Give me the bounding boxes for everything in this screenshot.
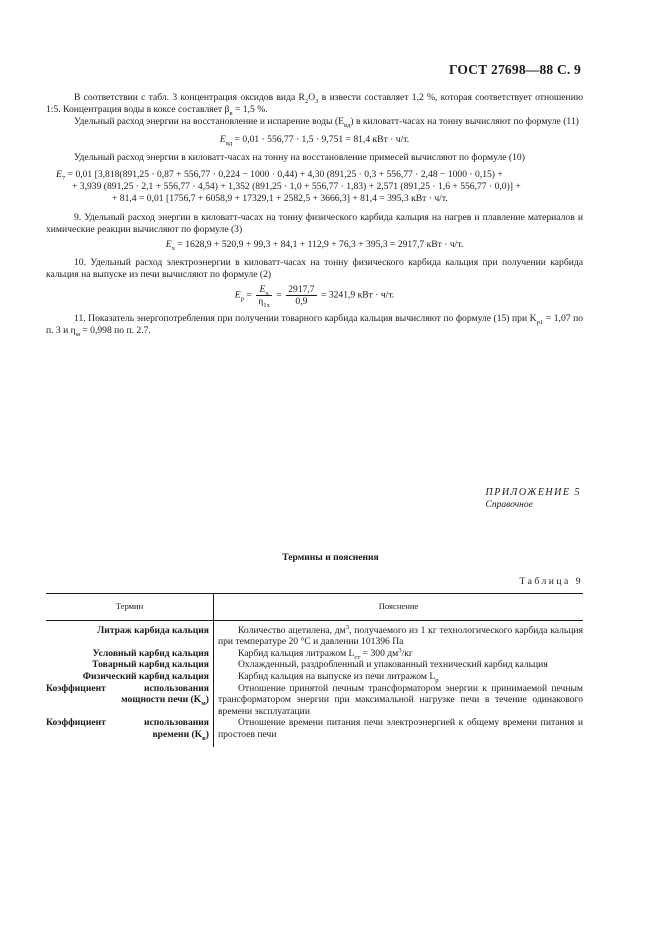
table-caption: Таблица 9 [519, 576, 583, 587]
column-header-explanation: Пояснение [214, 594, 584, 621]
table-row [46, 659, 583, 671]
term-cell: Коэффициент использования времени $(K_в)$ [46, 717, 214, 746]
term-cell: Физический карбид кальция [46, 671, 214, 683]
table-row [46, 683, 583, 718]
formula-10-line-1: $E_7 = 0,01$ [3,818(891,25 · 0,87 + 556,77 · 0,224 − 1000 · 0,44) + 4,30 (891,25 · 0,3 + 556,77 · 2,48 − 1000 · 0,15) + [56, 169, 503, 182]
explanation-cell: Карбид кальция на выпуске из печи литражом $L_р$ [238, 670, 439, 684]
paragraph-item-9: 9. Удельный расход энергии в киловатт-часах на тонну физического карбида кальция на нагрев и плавление материалов и химические реакции вычисляют по формуле (3) [46, 211, 583, 235]
formula-3: $E_х = 1628,9 + 520,9 + 99,3 + 84,1 + 112,9 + 76,3 + 395,3 = 2917,7$ кВт · ч/т. [165, 239, 464, 252]
formula-2: $E_р$ = $\frac{E_х}{\eta_{1х}}$ = $\frac{2917,7}{0,9}$ = 3241,9 кВт · ч/т. [234, 283, 395, 309]
formula-11: $E_{вд} = 0,01 \cdot 556,77 \cdot 1,5 \cdot 9,751 = 81,4$ кВт · ч/т. [219, 133, 410, 147]
explanation-cell: Количество ацетилена, $дм^3$, получаемого из 1 кг технологического карбида кальция при температуре 20 °С и давлении 101396 Па [218, 623, 583, 648]
explanation-cell: Охлажденный, раздробленный и упакованный технический карбид кальция [238, 659, 548, 671]
term-cell: Коэффициент использования мощности печи $(K_м)$ [46, 683, 214, 718]
paragraph-water-energy: Удельный расход энергии на восстановление и испарение воды $(E_{вд})$ в киловатт-часах на тонну вычисляют по формуле (11) [74, 116, 579, 130]
terms-table [46, 593, 583, 747]
appendix-subtitle: Справочное [485, 500, 533, 510]
paragraph-oxides: В соответствии с табл. 3 концентрация оксидов вида $R_2O_3$ в извести составляет 1,2 %, которая соответствует отношению 1:5. Концентрация воды в коксе составляет $\beta_в = 1,5$ %. [46, 92, 583, 118]
table-title: Термины и пояснения [282, 552, 379, 563]
fraction-2: $\frac{2917,7}{0,9}$ [288, 283, 315, 307]
paragraph-impurities: Удельный расход энергии в киловатт-часах на тонну на восстановление примесей вычисляют по формуле (10) [74, 151, 525, 163]
paragraph-item-10: 10. Удельный расход электроэнергии в киловатт-часах на тонну физического карбида кальция при получении карбида кальция на выпуске из печи вычисляют по формуле (2) [46, 257, 583, 281]
term-cell: Товарный карбид кальция [46, 659, 214, 671]
term-cell: Литраж карбида кальция [46, 620, 214, 648]
table-row [46, 648, 583, 660]
appendix-title: ПРИЛОЖЕНИЕ 5 [485, 487, 581, 498]
column-header-term: Термин [46, 594, 214, 621]
table-row [46, 671, 583, 683]
explanation-cell: Отношение принятой печным трансформатором энергии к принимаемой печным трансформатором энергии при максимальной нагрузке печи в течение одинакового времени эксплуатации [218, 682, 583, 717]
table-header-row [46, 594, 583, 621]
formula-10-line-3: + 81,4 = 0,01 [1756,7 + 6058,9 + 17329,1 + 2582,5 + 3666,3] + 81,4 = 395,3 кВт · ч/т. [112, 193, 448, 205]
paragraph-item-11: 11. Показатель энергопотребления при получении товарного карбида кальция вычисляют по формуле (15) при $K_{р1} = 1,07$ по п. 3 и $\eta_м = 0,998$ по п. 2.7. [46, 312, 583, 338]
table-row [46, 717, 583, 746]
document-body [46, 92, 583, 337]
term-cell: Условный карбид кальция [46, 648, 214, 660]
fraction-1: $\frac{E_х}{\eta_{1х}}$ [258, 283, 270, 309]
table-row [46, 620, 583, 648]
explanation-cell: Отношение времени питания печи электроэнергией к общему времени питания и простоев печи [218, 717, 583, 740]
explanation-cell: Карбид кальция литражом $L_{ст} = 300$ $дм^3/кг$ [238, 646, 413, 661]
appendix-label [486, 486, 582, 512]
formula-10 [46, 169, 583, 206]
formula-10-line-2: + 3,939 (891,25 · 2,1 + 556,77 · 4,54) + 1,352 (891,25 · 1,0 + 556,77 · 1,83) + 2,571 (891,25 · 1,6 + 556,77 · 0,0)] + [72, 181, 521, 193]
page-header: ГОСТ 27698—88 С. 9 [448, 62, 581, 77]
